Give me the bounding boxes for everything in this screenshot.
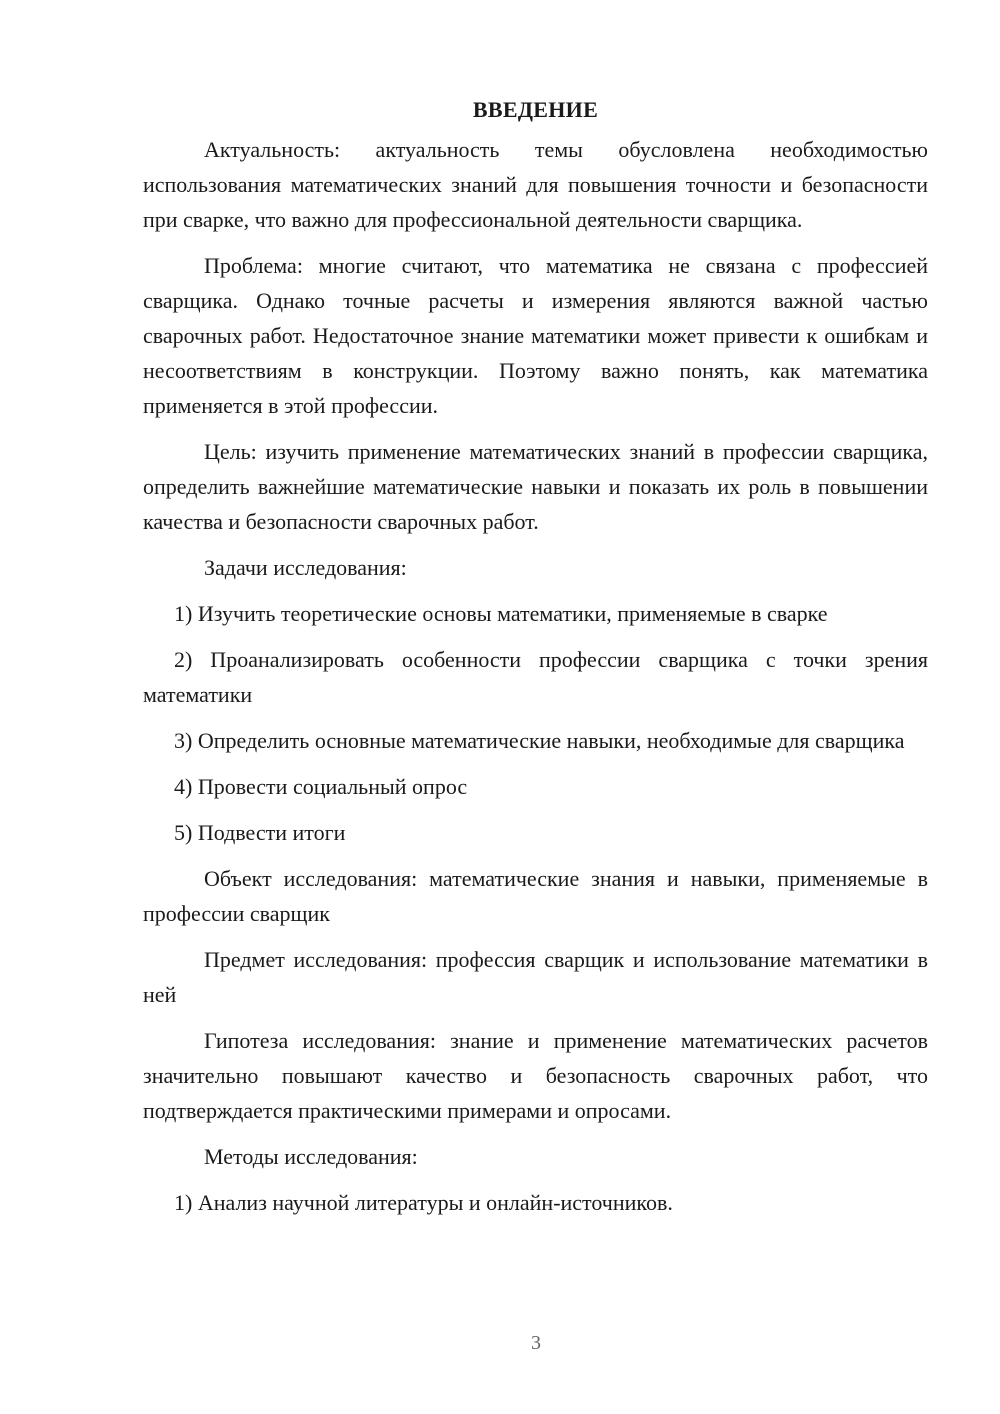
task-item-2: 2) Проанализировать особенности профессии сварщика с точки зрения математики	[143, 647, 928, 707]
task-item-4: 4) Провести социальный опрос	[174, 774, 468, 799]
paragraph-subject: Предмет исследования: профессия сварщик и использование математики в ней	[143, 947, 928, 1007]
paragraph-problem: Проблема: многие считают, что математика не связана с профессией сварщика. Однако точные расчеты и измерения являются важной частью сварочных работ. Недостаточное знание математики может привести к ошибкам и несоответствиям в конструкции. Поэтому важно понять, как математика применяется в этой профессии.	[143, 253, 928, 418]
paragraph-methods-heading: Методы исследования:	[204, 1144, 418, 1169]
task-item-5: 5) Подвести итоги	[174, 820, 346, 845]
paragraph-hypothesis: Гипотеза исследования: знание и применение математических расчетов значительно повышают качество и безопасность сварочных работ, что подтверждается практическими примерами и опросами.	[143, 1028, 928, 1123]
document-page	[143, 92, 928, 1231]
method-item-1: 1) Анализ научной литературы и онлайн-источников.	[174, 1190, 673, 1215]
paragraph-tasks-heading: Задачи исследования:	[204, 555, 407, 580]
task-item-1: 1) Изучить теоретические основы математики, применяемые в сварке	[174, 601, 828, 626]
task-item-3: 3) Определить основные математические навыки, необходимые для сварщика	[174, 728, 905, 753]
paragraph-object: Объект исследования: математические знания и навыки, применяемые в профессии сварщик	[143, 866, 928, 926]
paragraph-goal: Цель: изучить применение математических знаний в профессии сварщика, определить важнейшие математические навыки и показать их роль в повышении качества и безопасности сварочных работ.	[143, 439, 928, 534]
paragraph-relevance: Актуальность: актуальность темы обусловлена необходимостью использования математических знаний для повышения точности и безопасности при сварке, что важно для профессиональной деятельности сварщика.	[143, 137, 928, 232]
page-number: 3	[531, 1332, 541, 1354]
section-title: ВВЕДЕНИЕ	[472, 97, 599, 122]
